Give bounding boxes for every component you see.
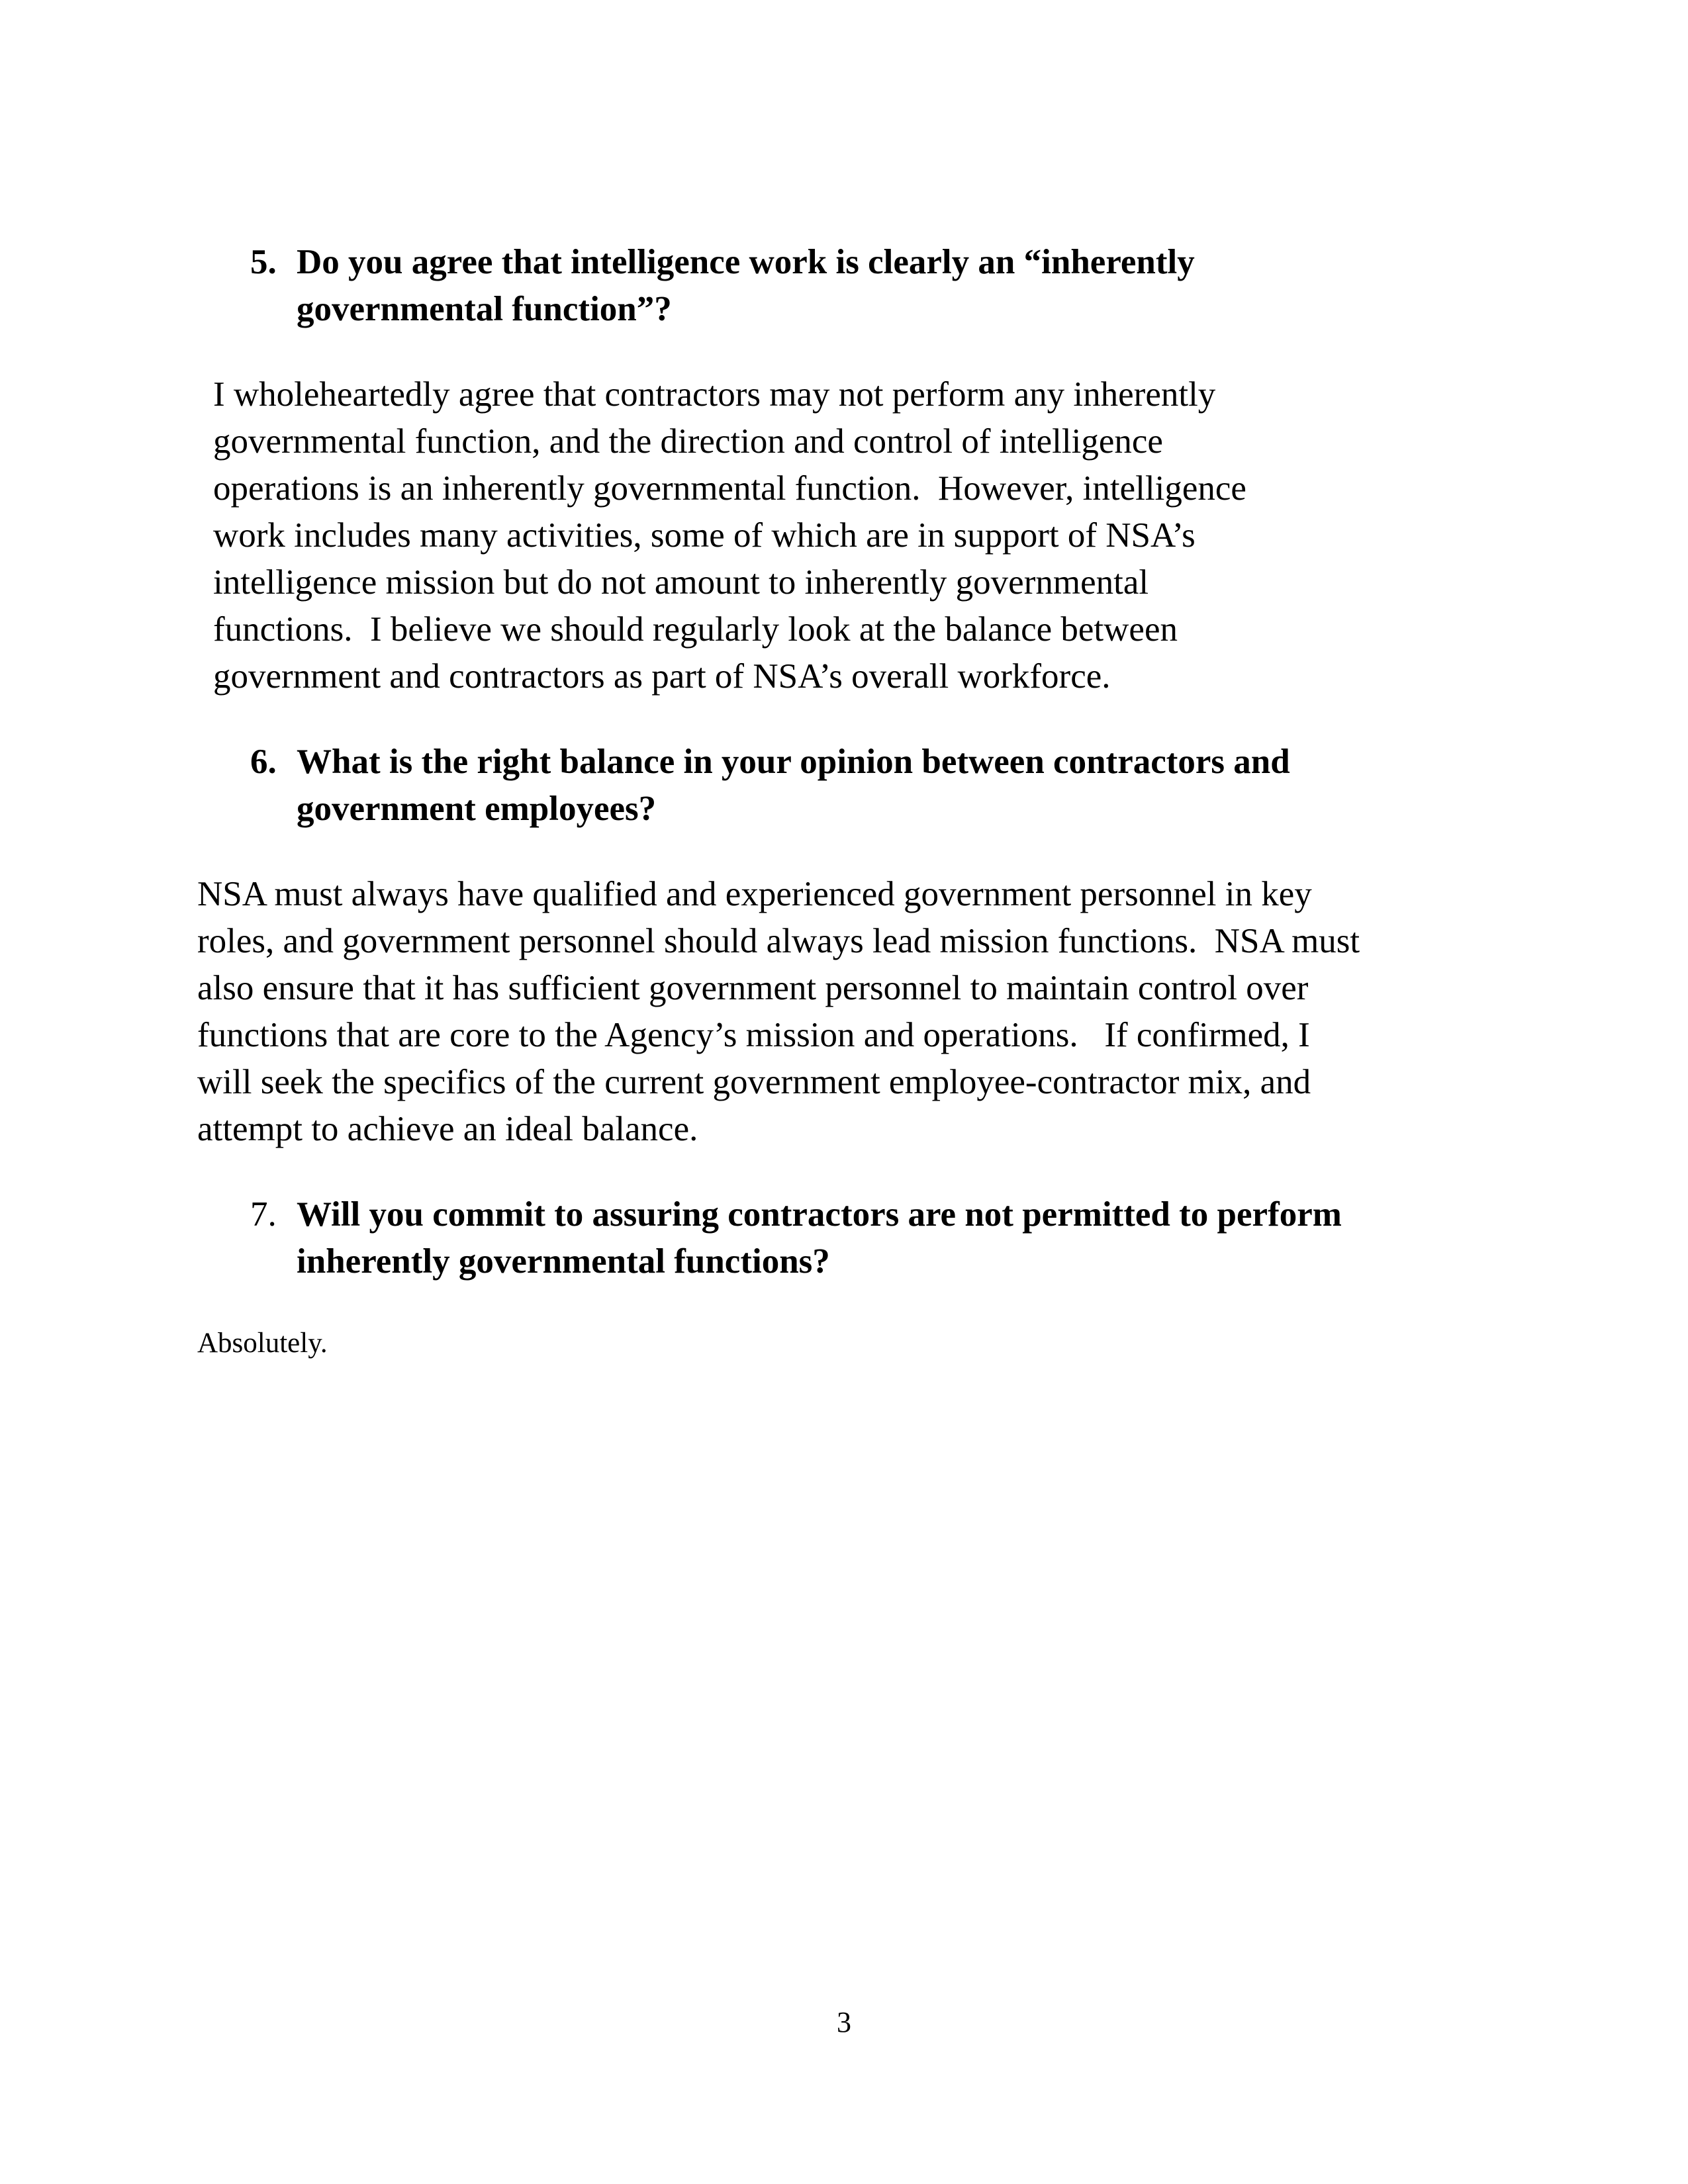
answer-paragraph <box>197 871 1534 1153</box>
page-number: 3 <box>837 2006 851 2038</box>
answer-paragraph <box>197 1324 1534 1363</box>
answer-line: functions that are core to the Agency’s mission and operations. If confirmed, I <box>197 1016 1310 1054</box>
question-line: government employees? <box>297 790 657 828</box>
answer-line: also ensure that it has sufficient government personnel to maintain control over <box>197 969 1309 1007</box>
answer-line: intelligence mission but do not amount to inherently governmental <box>213 563 1149 602</box>
answer-line: attempt to achieve an ideal balance. <box>197 1110 698 1148</box>
question-line <box>250 1191 1534 1238</box>
question-line: governmental function”? <box>297 290 672 328</box>
answer-line: work includes many activities, some of which are in support of NSA’s <box>213 516 1196 555</box>
answer-line: functions. I believe we should regularly look at the balance between <box>213 610 1178 649</box>
answer-line: roles, and government personnel should always lead mission functions. NSA must <box>197 922 1360 960</box>
question-text: Do you agree that intelligence work is clearly an “inherently <box>297 243 1195 281</box>
question-number: 6. <box>250 743 277 781</box>
answer-paragraph <box>213 371 1534 700</box>
document-body <box>197 239 1534 1363</box>
question-item <box>197 739 1534 833</box>
question-line <box>250 739 1534 786</box>
question-item <box>197 239 1534 333</box>
answer-line: governmental function, and the direction and control of intelligence <box>213 422 1163 461</box>
answer-line: NSA must always have qualified and experienced government personnel in key <box>197 875 1312 913</box>
question-line: inherently governmental functions? <box>297 1242 830 1281</box>
answer-line: operations is an inherently governmental function. However, intelligence <box>213 469 1246 508</box>
question-item <box>197 1191 1534 1285</box>
question-number: 5. <box>250 243 277 281</box>
question-text: Will you commit to assuring contractors are not permitted to perform <box>297 1195 1342 1234</box>
answer-line: will seek the specifics of the current government employee-contractor mix, and <box>197 1063 1311 1101</box>
question-number: 7. <box>250 1195 277 1234</box>
question-text: What is the right balance in your opinion between contractors and <box>297 743 1290 781</box>
answer-line: I wholeheartedly agree that contractors may not perform any inherently <box>213 375 1216 414</box>
page-footer <box>0 2005 1688 2040</box>
answer-line: government and contractors as part of NSA’s overall workforce. <box>213 657 1111 696</box>
answer-line: Absolutely. <box>197 1328 328 1359</box>
question-line <box>250 239 1534 286</box>
